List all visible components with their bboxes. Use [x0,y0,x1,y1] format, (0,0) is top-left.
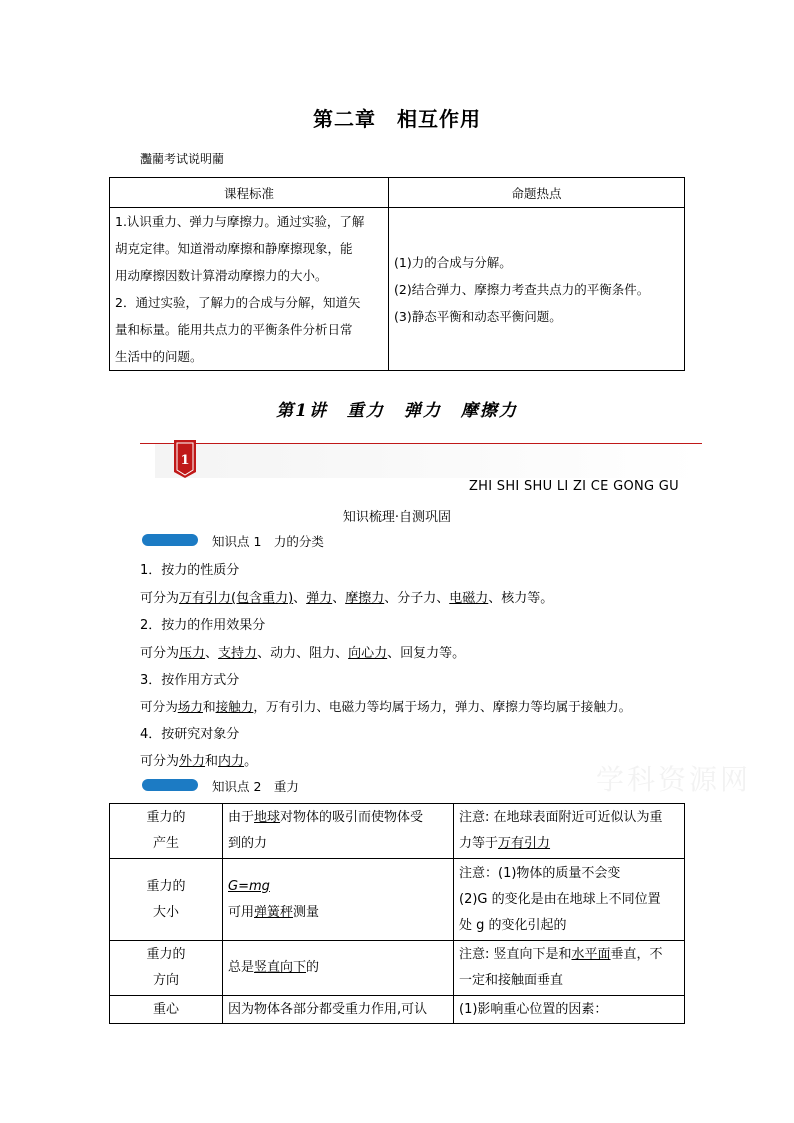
lecture-title: 第1讲 重力 弹力 摩擦力 [276,401,518,421]
hotspot-line: (1)力的合成与分解。 [394,254,512,270]
col-header-hotspots: 命题热点 [389,178,685,208]
note-cell: (1)影响重心位置的因素： [454,996,685,1024]
watermark: 学科资源网 [596,763,752,796]
section-subtitle: 知识梳理·自测巩固 [342,510,452,525]
gravity-direction-cell: 总是竖直向下的 [223,941,454,996]
gravity-origin-cell: 由于地球对物体的吸引而使物体受 到的力 [223,804,454,859]
standards-line: 1.认识重力、弹力与摩擦力。通过实验，了解 [115,214,365,229]
standards-line: 2．通过实验，了解力的合成与分解，知道矢 [115,295,361,310]
kp1-heading-1: 1．按力的性质分 [140,563,240,578]
chapter-title: 第二章 相互作用 [313,107,481,131]
table-row [110,941,685,996]
kp1-line-2: 可分为压力、支持力、动力、阻力、向心力、回复力等。 [140,646,466,661]
kp1-line-1: 可分为万有引力(包含重力)、弹力、摩擦力、分子力、电磁力、核力等。 [140,591,554,606]
row-header: 重力的 大小 [110,859,223,941]
standards-line: 胡克定律。知道滑动摩擦和静摩擦现象，能 [115,241,353,256]
section-banner [155,444,702,478]
table-row [110,996,685,1024]
kp-marker-1 [142,534,198,546]
section-divider [140,443,702,444]
note-cell: 注意：(1)物体的质量不会变 (2)G 的变化是由在地球上不同位置 处 g 的变化引起的 [454,859,685,941]
section-number-badge [174,440,196,478]
kp1-line-3: 可分为场力和接触力，万有引力、电磁力等均属于场力，弹力、摩擦力等均属于接触力。 [140,699,632,714]
col-header-standards: 课程标准 [110,178,389,208]
kp1-heading-4: 4．按研究对象分 [140,727,240,742]
kp1-label: 知识点 1 力的分类 [212,534,324,549]
kp-marker-2 [142,779,198,791]
table-row [110,804,685,859]
requirements-table [109,177,685,371]
section-pinyin: ZHI SHI SHU LI ZI CE GONG GU [468,479,679,494]
hotspots-cell [389,208,685,371]
hotspot-line: (2)结合弹力、摩擦力考查共点力的平衡条件。 [394,281,650,297]
note-cell: 注意: 竖直向下是和水平面垂直，不 一定和接触面垂直 [454,941,685,996]
hotspot-line: (3)静态平衡和动态平衡问题。 [394,308,562,324]
table-row [110,859,685,941]
row-header: 重力的 产生 [110,804,223,859]
center-of-gravity-cell: 因为物体各部分都受重力作用,可认 [223,996,454,1024]
kp1-line-4: 可分为外力和内力。 [140,754,258,769]
row-header: 重力的 方向 [110,941,223,996]
standards-line: 用动摩擦因数计算滑动摩擦力的大小。 [115,268,328,283]
standards-line: 生活中的问题。 [115,349,203,364]
note-cell: 注意: 在地球表面附近可近似认为重 力等于万有引力 [454,804,685,859]
kp1-heading-2: 2．按力的作用效果分 [140,618,266,633]
standards-cell [110,208,389,371]
gravity-table [109,803,685,1024]
standards-line: 量和标量。能用共点力的平衡条件分析日常 [115,322,353,337]
row-header: 重心 [110,996,223,1024]
badge-number: 1 [180,453,190,468]
kp2-label: 知识点 2 重力 [212,779,299,794]
exam-note-heading: 灩藺考试说明藺 [140,152,225,166]
gravity-magnitude-cell: G=mg 可用弹簧秤测量 [223,859,454,941]
kp1-heading-3: 3．按作用方式分 [140,673,240,688]
